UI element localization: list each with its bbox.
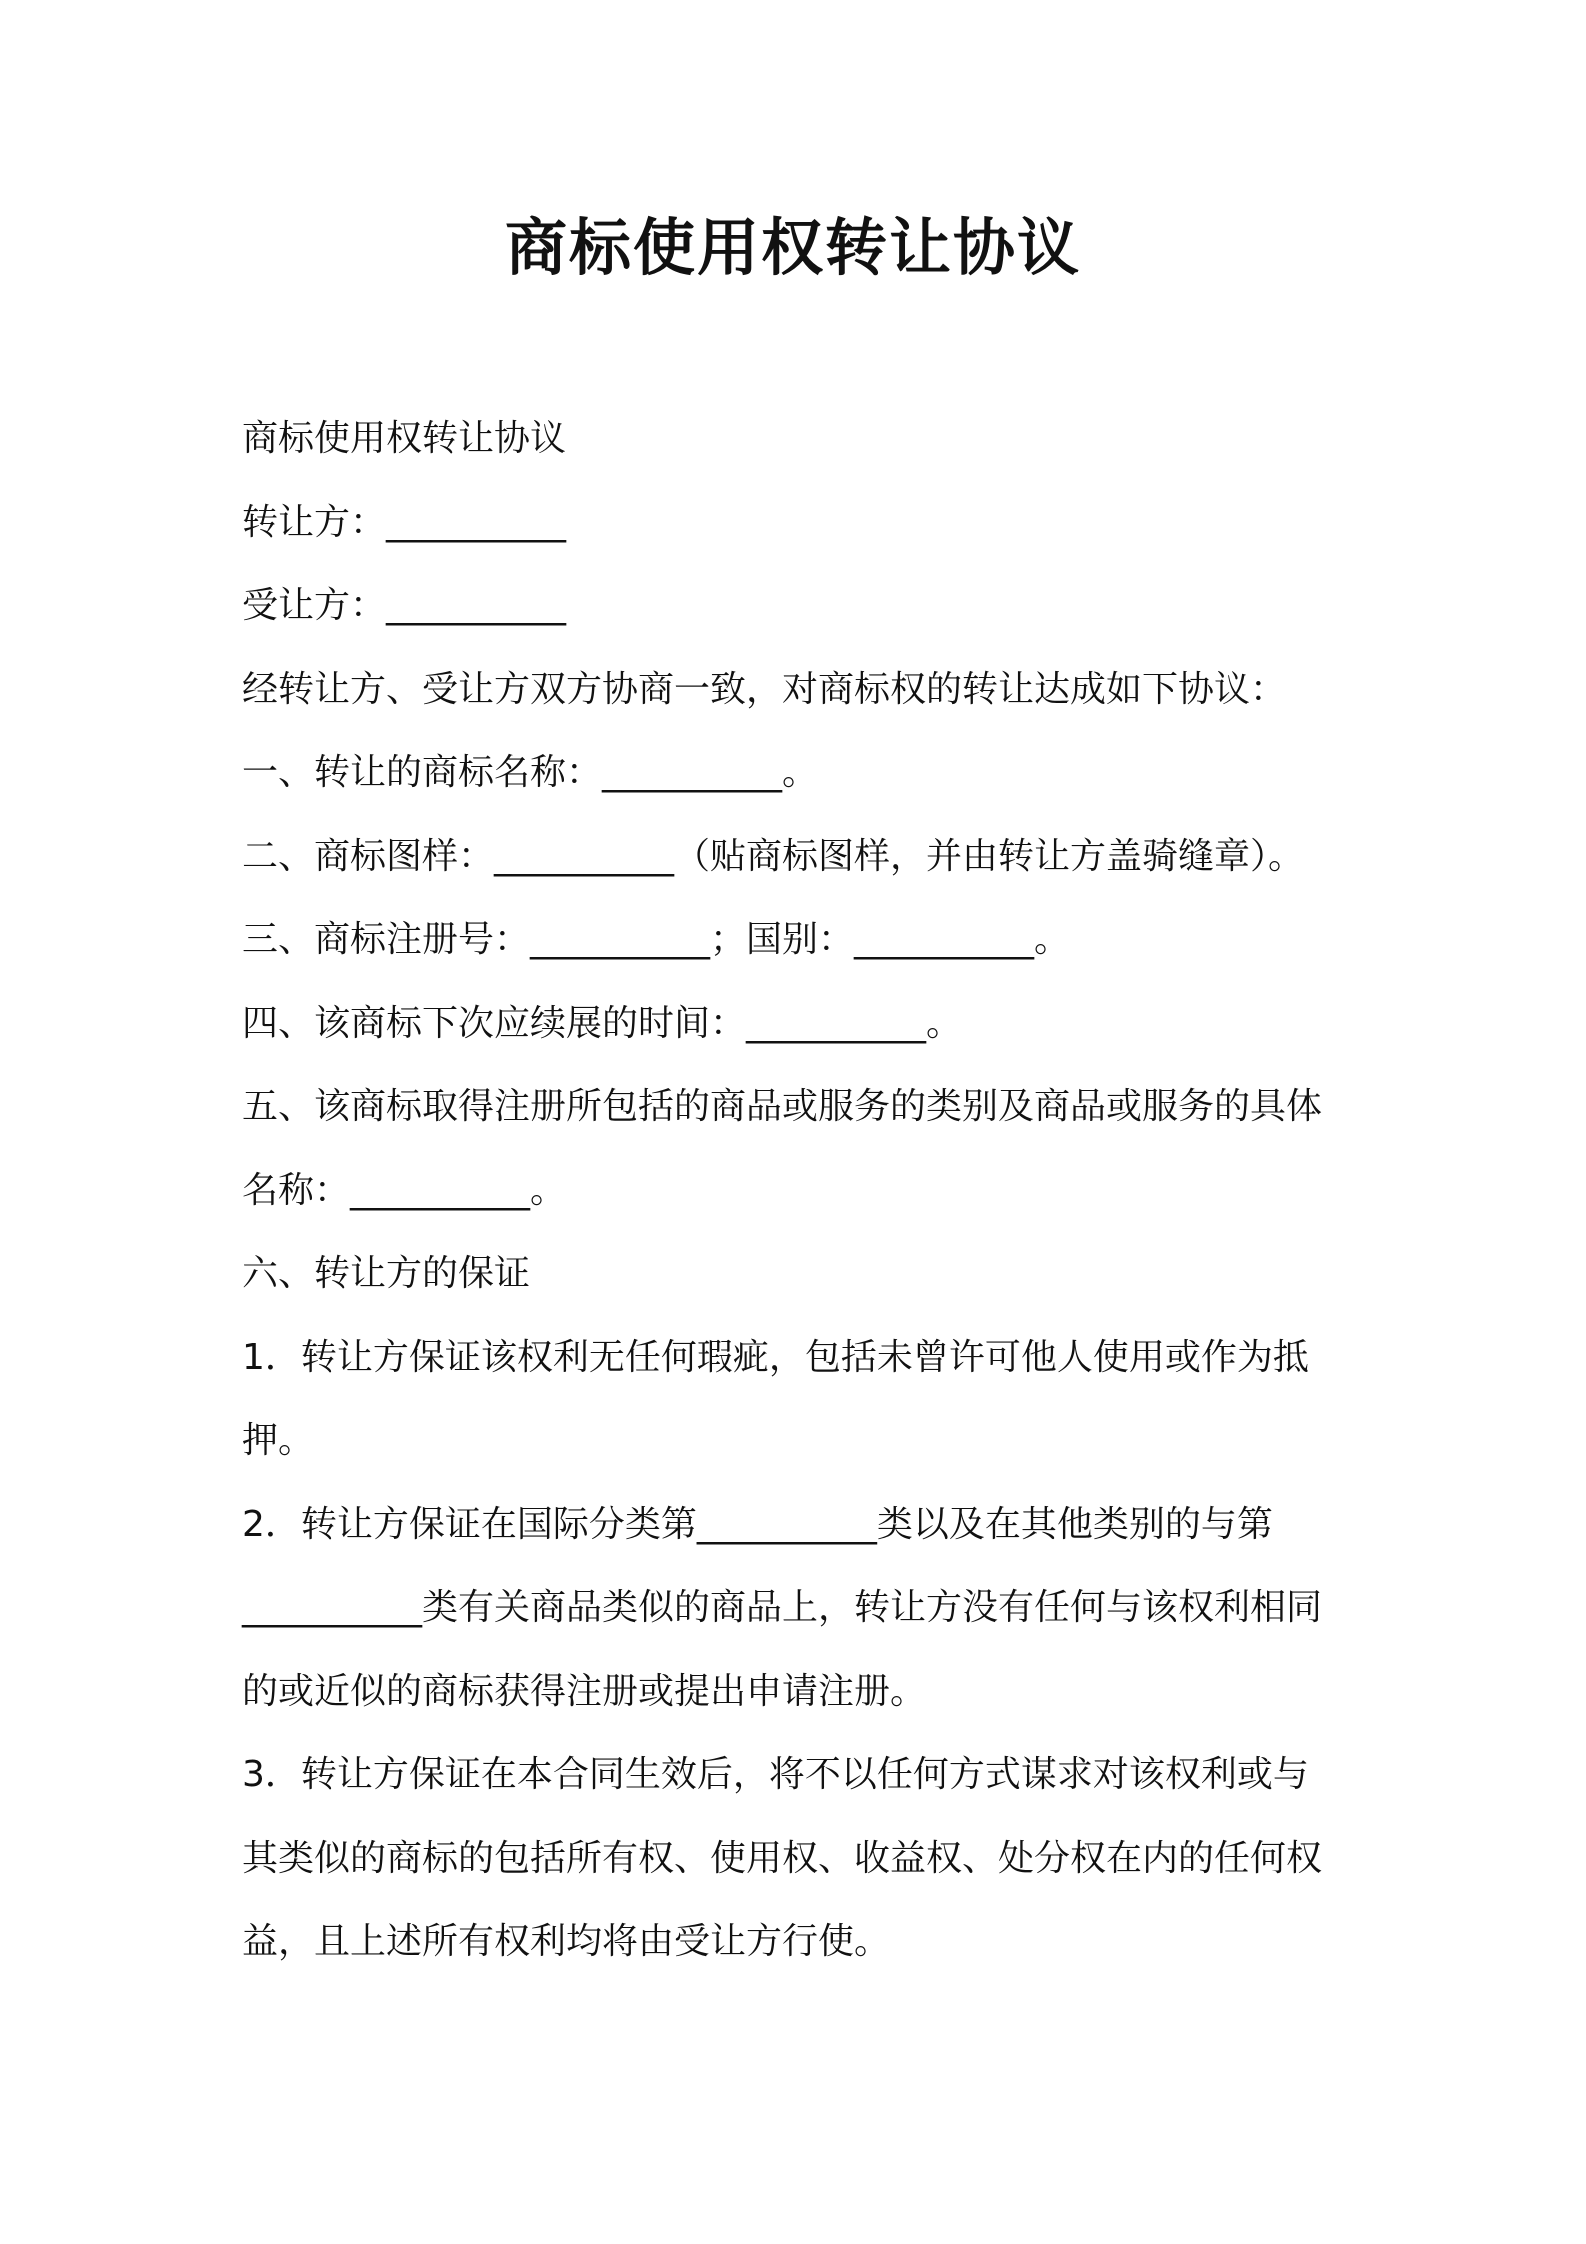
document-title: 商标使用权转让协议 bbox=[504, 211, 1081, 284]
body-line-guarantee-3a: 3．转让方保证在本合同生效后，将不以任何方式谋求对该权利或与 bbox=[242, 1754, 1309, 1795]
body-line-guarantee-1b: 押。 bbox=[242, 1420, 315, 1461]
body-line-guarantee-3b: 其类似的商标的包括所有权、使用权、收益权、处分权在内的任何权 bbox=[242, 1837, 1323, 1879]
body-line-clause-2: 二、商标图样：__________（贴商标图样，并由转让方盖骑缝章）。 bbox=[242, 835, 1305, 877]
body-line-guarantee-2c: 的或近似的商标获得注册或提出申请注册。 bbox=[242, 1670, 927, 1712]
body-line-transferee: 受让方：__________ bbox=[242, 585, 567, 626]
document-body bbox=[242, 397, 1362, 1984]
body-line-guarantee-3c: 益，且上述所有权利均将由受让方行使。 bbox=[242, 1921, 891, 1962]
body-line-clause-6: 六、转让方的保证 bbox=[242, 1253, 531, 1294]
body-line-heading: 商标使用权转让协议 bbox=[242, 418, 567, 459]
body-line-clause-5a: 五、该商标取得注册所包括的商品或服务的类别及商品或服务的具体 bbox=[242, 1086, 1323, 1127]
body-line-agreement-intro: 经转让方、受让方双方协商一致，对商标权的转让达成如下协议： bbox=[242, 668, 1287, 710]
body-line-clause-5b: 名称：__________。 bbox=[242, 1169, 567, 1211]
body-line-guarantee-2b: __________类有关商品类似的商品上，转让方没有任何与该权利相同 bbox=[242, 1587, 1323, 1628]
body-line-guarantee-2a: 2．转让方保证在国际分类第__________类以及在其他类别的与第 bbox=[242, 1503, 1273, 1545]
body-line-guarantee-1a: 1．转让方保证该权利无任何瑕疵，包括未曾许可他人使用或作为抵 bbox=[242, 1336, 1309, 1378]
body-line-clause-4: 四、该商标下次应续展的时间：__________。 bbox=[242, 1002, 963, 1044]
body-line-clause-3: 三、商标注册号：__________；国别：__________。 bbox=[242, 919, 1071, 960]
body-line-transferor: 转让方：__________ bbox=[242, 501, 567, 543]
body-line-clause-1: 一、转让的商标名称：__________。 bbox=[242, 752, 819, 793]
